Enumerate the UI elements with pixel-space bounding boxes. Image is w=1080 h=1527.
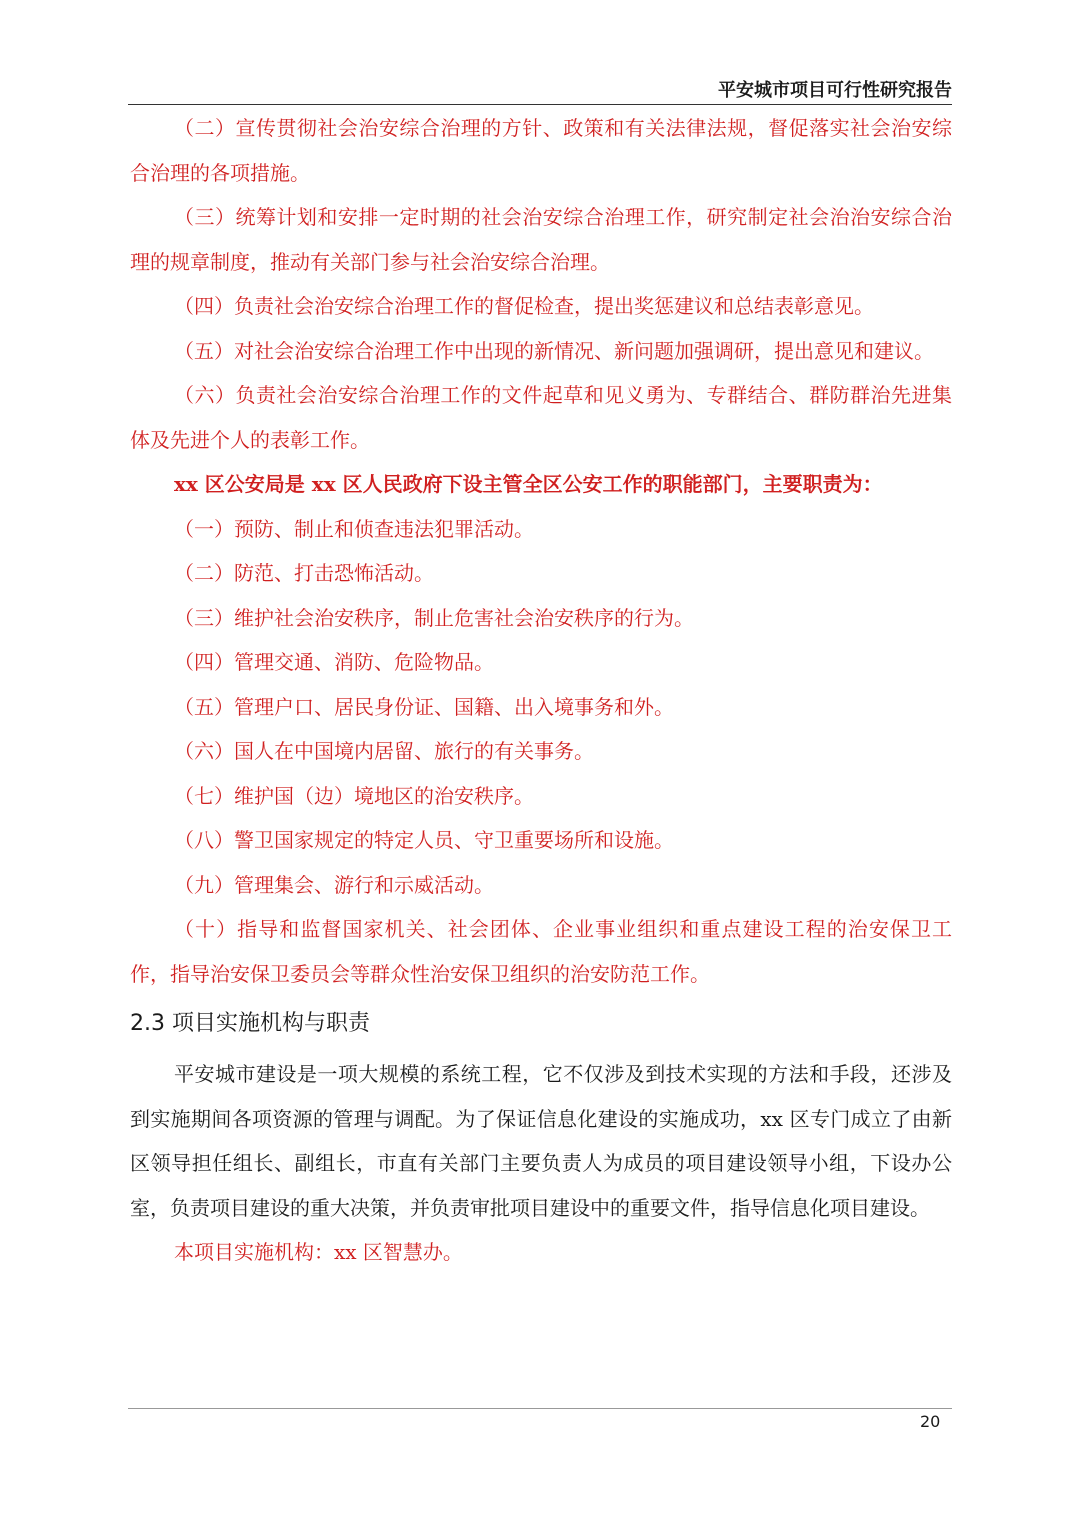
police-duty-item: （四）管理交通、消防、危险物品。 — [174, 650, 494, 674]
duty-item: （五）对社会治安综合治理工作中出现的新情况、新问题加强调研，提出意见和建议。 — [174, 338, 934, 363]
police-duty-item: （八）警卫国家规定的特定人员、守卫重要场所和设施。 — [174, 828, 674, 852]
police-duty-item: （一）预防、制止和侦查违法犯罪活动。 — [174, 516, 534, 541]
implementing-agency: 本项目实施机构：xx 区智慧办。 — [174, 1240, 463, 1264]
police-duty-item: （六）国人在中国境内居留、旅行的有关事务。 — [174, 739, 594, 763]
footer-divider — [128, 1408, 952, 1409]
duty-item: （六）负责社会治安综合治理工作的文件起草和见义勇为、专群结合、群防群治先进集体及先进个人的表彰工作。 — [130, 383, 952, 452]
section-body: 平安城市建设是一项大规模的系统工程，它不仅涉及到技术实现的方法和手段，还涉及到实施期间各项资源的管理与调配。为了保证信息化建设的实施成功，xx 区专门成立了由新区领导担任组长、副组长，市直有关部门主要负责人为成员的项目建设领导小组，下设办公室，负责项目建设的重大决策，并负责审批项目建设中的重要文件，指导信息化项目建设。 — [130, 1062, 952, 1220]
section-heading: 2.3 项目实施机构与职责 — [130, 1011, 370, 1036]
police-duty-item: （五）管理户口、居民身份证、国籍、出入境事务和外。 — [174, 694, 674, 719]
police-duty-item: （三）维护社会治安秩序，制止危害社会治安秩序的行为。 — [174, 605, 694, 630]
page-content — [130, 106, 952, 1275]
duty-item: （二）宣传贯彻社会治安综合治理的方针、政策和有关法律法规，督促落实社会治安综合治理的各项措施。 — [130, 116, 952, 185]
page-number: 20 — [920, 1412, 941, 1431]
header-title: 平安城市项目可行性研究报告 — [718, 80, 952, 101]
police-duty-item: （十）指导和监督国家机关、社会团体、企业事业组织和重点建设工程的治安保卫工作，指导治安保卫委员会等群众性治安保卫组织的治安防范工作。 — [130, 917, 952, 986]
page-header — [128, 76, 952, 105]
police-bureau-heading: xx 区公安局是 xx 区人民政府下设主管全区公安工作的职能部门，主要职责为： — [174, 472, 883, 496]
police-duty-item: （二）防范、打击恐怖活动。 — [174, 561, 434, 585]
duty-item: （四）负责社会治安综合治理工作的督促检查，提出奖惩建议和总结表彰意见。 — [174, 294, 874, 318]
police-duty-item: （七）维护国（边）境地区的治安秩序。 — [174, 783, 534, 808]
police-duty-item: （九）管理集会、游行和示威活动。 — [174, 872, 494, 897]
duty-item: （三）统筹计划和安排一定时期的社会治安综合治理工作，研究制定社会治治安综合治理的规章制度，推动有关部门参与社会治安综合治理。 — [130, 205, 952, 274]
